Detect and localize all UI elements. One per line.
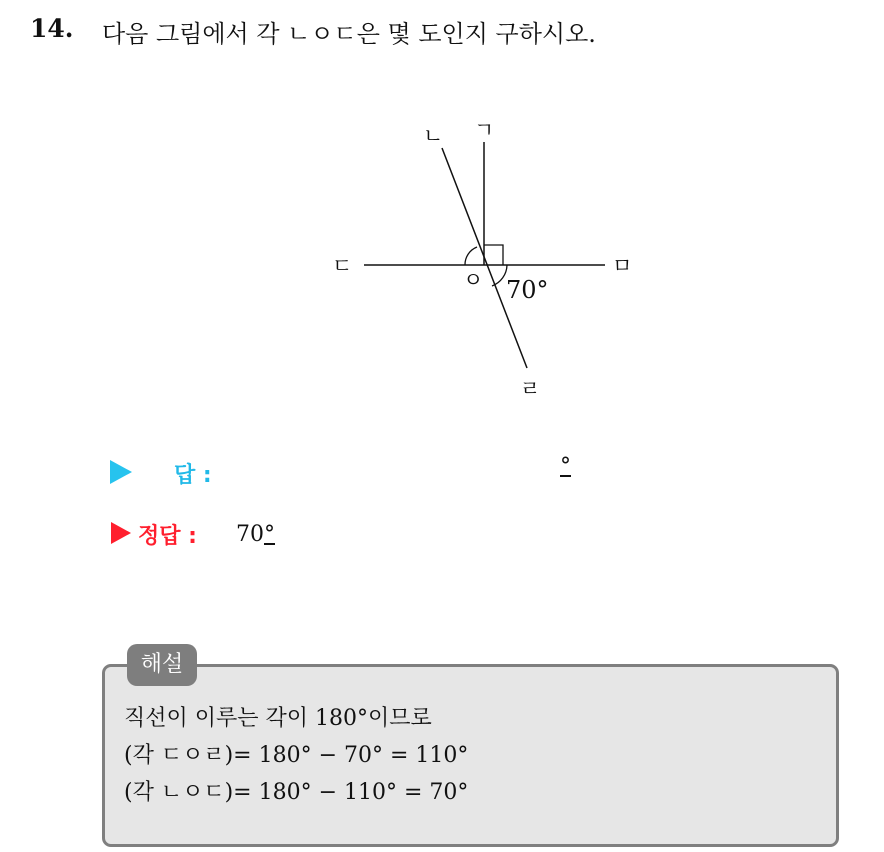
answer-row <box>110 454 610 490</box>
solution-value <box>236 522 275 547</box>
explanation-line: (각 ㄷㅇㄹ)= 180° − 70° = 110° <box>124 743 469 768</box>
label-right: ㅁ <box>612 254 633 278</box>
outlined-triangle-icon <box>111 522 131 544</box>
filled-triangle-icon <box>110 460 132 484</box>
solution-number: 70 <box>236 522 264 547</box>
label-vertical-top: ㄱ <box>474 118 495 142</box>
angle-70-label: 70° <box>506 276 549 304</box>
label-left: ㄷ <box>332 254 353 278</box>
solution-row <box>110 520 510 550</box>
answer-blank-unit[interactable]: ° <box>560 454 571 479</box>
explanation-text <box>124 700 468 811</box>
explanation-line: (각 ㄴㅇㄷ)= 180° − 110° = 70° <box>124 780 469 805</box>
label-bottom: ㄹ <box>520 377 541 401</box>
question-number: 14. <box>30 14 74 43</box>
label-center: ㅇ <box>463 268 484 292</box>
right-angle-mark <box>484 245 503 265</box>
explanation-line: 직선이 이루는 각이 180°이므로 <box>124 706 432 731</box>
question-text: 다음 그림에서 각 ㄴㅇㄷ은 몇 도인지 구하시오. <box>102 20 596 48</box>
answer-label: 답 : <box>174 463 212 488</box>
label-slanted-top: ㄴ <box>423 124 444 148</box>
solution-unit: ° <box>264 522 275 547</box>
solution-label: 정답 : <box>138 524 197 549</box>
angle-arc-obtuse <box>465 247 477 265</box>
explanation-tab: 해설 <box>127 644 197 686</box>
